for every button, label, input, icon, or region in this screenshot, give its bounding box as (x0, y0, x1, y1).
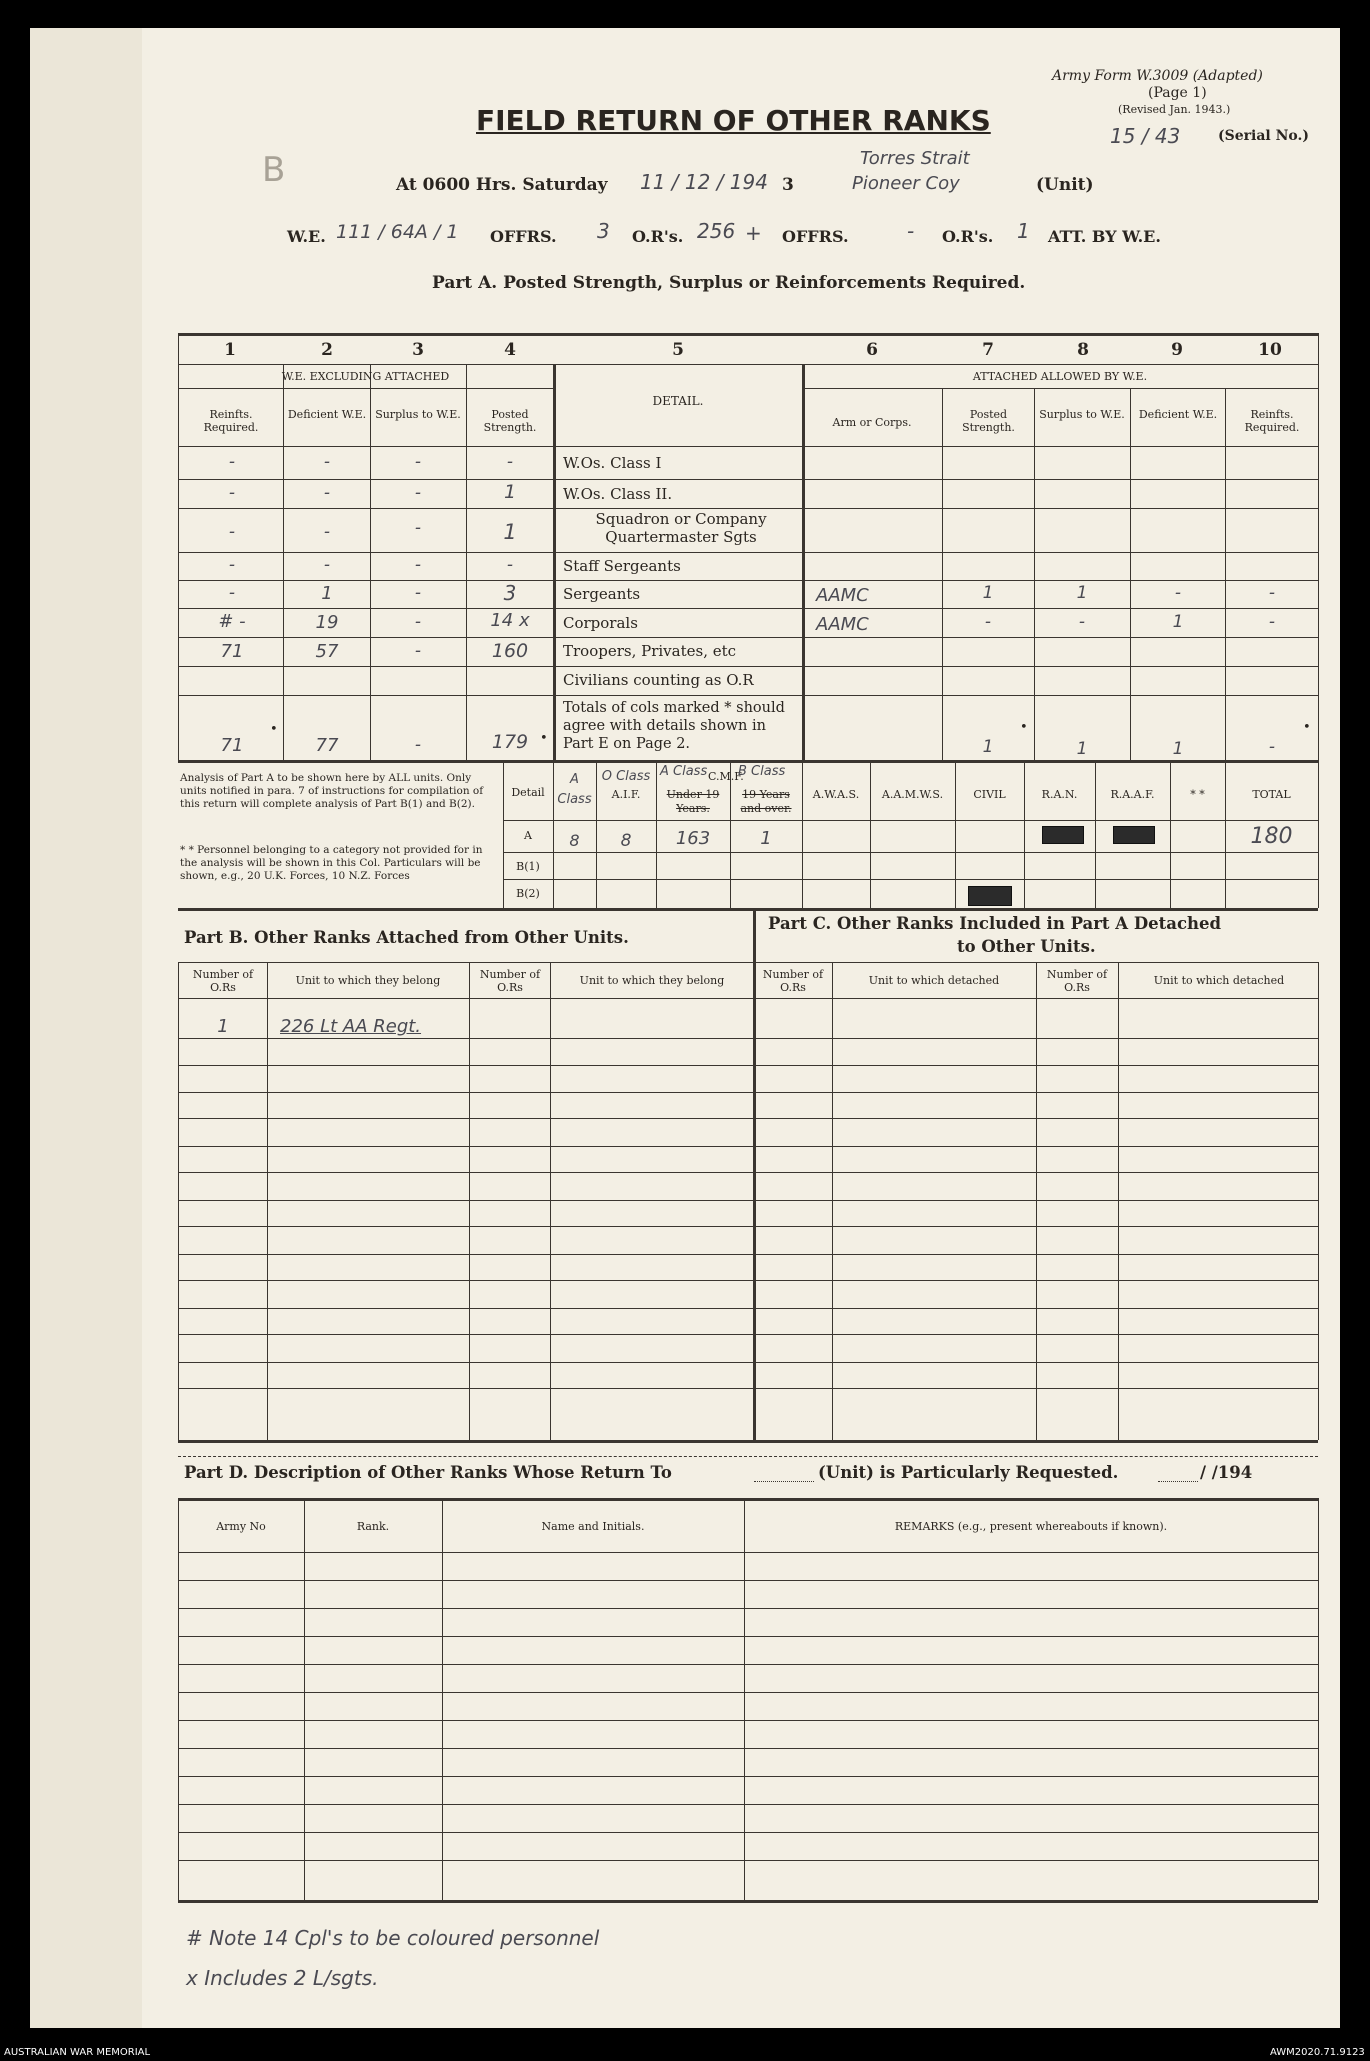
analysis-total-header: TOTAL (1252, 788, 1291, 801)
row-c1: - (228, 555, 236, 575)
row-c6: AAMC (816, 614, 869, 635)
row-c3: - (414, 583, 422, 603)
revised-date: (Revised Jan. 1943.) (1118, 103, 1231, 116)
we-label: W.E. (287, 227, 326, 246)
analysis-hw-a-class-2: A Class (660, 764, 708, 779)
row-c8: - (1078, 612, 1086, 632)
row-c2: - (323, 483, 331, 503)
analysis-ran-header: R.A.N. (1041, 788, 1078, 801)
part-d-header-rank: Rank. (356, 1520, 390, 1533)
ors2-label: O.R's. (942, 227, 994, 246)
row-c2: - (323, 452, 331, 472)
asterisk-mark: • (540, 731, 548, 746)
header-detail: DETAIL. (652, 394, 704, 408)
row-c8: 1 (1076, 583, 1088, 603)
analysis-footnote: * * Personnel belonging to a category not provided for in the analysis will be shown in this Col. Particulars will be shown, e.g., 20 U.K. Forces, 10 N.Z. Forces (180, 844, 483, 882)
underlying-page-edge (30, 28, 143, 2028)
redaction-block (1113, 826, 1155, 844)
row-detail: Sergeants (563, 585, 641, 603)
row-detail: Corporals (563, 614, 638, 632)
part-d-header-army-no: Army No (216, 1520, 266, 1533)
asterisk-mark: • (1020, 720, 1028, 735)
footer-accession-number: AWM2020.71.9123 (1270, 2047, 1365, 2058)
header-att-surplus: Surplus to W.E. (1039, 408, 1125, 421)
ors-label: O.R's. (632, 227, 684, 246)
row-c3: - (414, 518, 422, 538)
analysis-raaf-header: R.A.A.F. (1110, 788, 1155, 801)
serial-number-label: (Serial No.) (1218, 128, 1309, 144)
part-c-title-2: to Other Units. (957, 937, 1096, 956)
row-c1: - (228, 452, 236, 472)
row-c6: AAMC (816, 585, 869, 606)
row-c1: - (228, 483, 236, 503)
row-c4: 160 (491, 640, 529, 662)
row-c4: 1 (503, 481, 517, 503)
row-c9: - (1174, 583, 1182, 603)
analysis-under19-header: Under 19 Years. (666, 788, 720, 815)
at-hours-label: At 0600 Hrs. Saturday (396, 175, 608, 195)
offrs2-label: OFFRS. (782, 227, 849, 246)
header-att-posted-strength: Posted Strength. (962, 408, 1015, 434)
analysis-cmf-header: C.M.F. (708, 770, 744, 783)
header-att-reinfts: Reinfts. Required. (1244, 408, 1300, 434)
part-d-title: Part D. Description of Other Ranks Whose Return To (184, 1463, 672, 1482)
analysis-hw-o-class: O Class (601, 769, 651, 784)
part-b-entry-unit: 226 Lt AA Regt. (280, 1016, 422, 1037)
col-number-4: 4 (504, 340, 516, 360)
row-c1: - (228, 522, 236, 542)
part-c-header-number: Number of O.Rs (762, 968, 824, 994)
row-c10: - (1268, 612, 1276, 632)
header-posted-strength: Posted Strength. (483, 408, 537, 434)
analysis-row-a: A (524, 829, 532, 842)
analysis-other-header: * * (1190, 788, 1205, 801)
part-b-entry-number: 1 (217, 1016, 229, 1037)
page-number: (Page 1) (1148, 85, 1207, 101)
row-c1: # - (218, 611, 246, 632)
analysis-a-under19-value: 163 (675, 828, 711, 849)
row-c3: - (414, 735, 422, 755)
header-deficient-we: Deficient W.E. (287, 408, 367, 421)
analysis-note: Analysis of Part A to be shown here by ALL units. Only units notified in para. 7 of instructions for compilation of this return will complete analysis of Part B(1) and B(2). (180, 772, 484, 810)
col-number-6: 6 (866, 340, 878, 360)
analysis-aif-header: A.I.F. (611, 788, 641, 801)
stamp-letter: B (262, 150, 286, 190)
row-detail: Troopers, Privates, etc (563, 642, 737, 660)
part-a-title: Part A. Posted Strength, Surplus or Reinforcements Required. (432, 273, 1026, 293)
col-number-7: 7 (982, 340, 994, 360)
redaction-block (1042, 826, 1084, 844)
row-c1: - (228, 583, 236, 603)
part-d-unit-text: (Unit) is Particularly Requested. (818, 1463, 1119, 1482)
part-d-header-name: Name and Initials. (541, 1520, 645, 1533)
row-c2: - (323, 555, 331, 575)
part-c-header-unit-2: Unit to which detached (1153, 974, 1285, 987)
asterisk-mark: • (1303, 720, 1311, 735)
redaction-block (968, 886, 1012, 906)
part-a-top-rule (178, 333, 1318, 336)
header-surplus-we: Surplus to W.E. (375, 408, 461, 421)
row-c9: 1 (1172, 739, 1184, 759)
page-title: FIELD RETURN OF OTHER RANKS (476, 104, 991, 137)
form-number: Army Form W.3009 (Adapted) (1052, 68, 1263, 84)
col-number-2: 2 (321, 340, 333, 360)
row-c4: 179 (491, 731, 529, 753)
part-c-title-1: Part C. Other Ranks Included in Part A Detached (768, 914, 1222, 933)
unit-label: (Unit) (1036, 175, 1094, 195)
part-d-date-text: / /194 (1200, 1463, 1253, 1482)
analysis-a-aif-value: 8 (620, 831, 632, 851)
row-c3: - (414, 555, 422, 575)
row-c4: - (506, 452, 514, 472)
row-c3: - (414, 483, 422, 503)
row-c1: 71 (220, 641, 244, 662)
row-c1: 71 (220, 735, 244, 756)
analysis-a-detail-value: 8 (569, 831, 580, 850)
part-b-header-unit-2: Unit to which they belong (579, 974, 725, 987)
plus-sign: + (745, 221, 762, 245)
row-c2: 19 (315, 612, 339, 633)
part-b-header-unit: Unit to which they belong (295, 974, 441, 987)
row-c7: 1 (982, 737, 994, 757)
part-b-title: Part B. Other Ranks Attached from Other Units. (184, 928, 629, 947)
row-c9: 1 (1172, 612, 1184, 632)
analysis-hw-a-class: A Class (557, 772, 592, 807)
offrs-label: OFFRS. (490, 227, 557, 246)
row-detail: Staff Sergeants (563, 557, 681, 575)
header-reinfts-required: Reinfts. Required. (203, 408, 259, 434)
part-b-header-number: Number of O.Rs (192, 968, 254, 994)
header-att-deficient: Deficient W.E. (1138, 408, 1218, 421)
col-number-9: 9 (1171, 340, 1183, 360)
col-number-1: 1 (224, 340, 236, 360)
analysis-a-over19-value: 1 (760, 828, 772, 849)
asterisk-mark: • (270, 722, 278, 737)
row-detail: W.Os. Class II. (563, 485, 673, 503)
row-c7: - (984, 612, 992, 632)
part-b-header-number-2: Number of O.Rs (479, 968, 541, 994)
analysis-civil-header: CIVIL (973, 788, 1006, 801)
ors2-value: 1 (1017, 219, 1030, 243)
part-c-header-number-2: Number of O.Rs (1046, 968, 1108, 994)
handwritten-note-1: # Note 14 Cpl's to be coloured personnel (186, 1926, 600, 1950)
offrs-value: 3 (597, 219, 610, 243)
analysis-a-total-value: 180 (1250, 824, 1293, 849)
analysis-hw-b-class: B Class (738, 764, 786, 779)
col-number-5: 5 (672, 340, 684, 360)
row-c3: - (414, 452, 422, 472)
we-value: 111 / 64A / 1 (336, 221, 459, 243)
row-c7: 1 (982, 583, 994, 603)
row-c4: - (506, 555, 514, 575)
group-header-attached: ATTACHED ALLOWED BY W.E. (972, 370, 1148, 383)
row-c10: - (1268, 583, 1276, 603)
analysis-awas-header: A.W.A.S. (812, 788, 860, 801)
unit-value-line-1: Torres Strait (860, 148, 970, 169)
att-by-we-label: ATT. BY W.E. (1048, 227, 1161, 246)
row-detail: Civilians counting as O.R (563, 671, 754, 689)
offrs2-value: - (907, 219, 915, 243)
analysis-aamws-header: A.A.M.W.S. (881, 788, 944, 801)
date-year-suffix: 3 (782, 175, 794, 195)
row-c3: - (414, 612, 422, 632)
date-value: 11 / 12 / 194 (640, 170, 768, 194)
footer-credit: AUSTRALIAN WAR MEMORIAL (4, 2047, 151, 2058)
analysis-row-b1: B(1) (516, 860, 540, 873)
row-detail: W.Os. Class I (563, 454, 662, 472)
header-arm-corps: Arm or Corps. (832, 416, 912, 429)
col-number-8: 8 (1077, 340, 1089, 360)
row-c3: - (414, 641, 422, 661)
handwritten-note-2: x Includes 2 L/sgts. (186, 1966, 379, 1990)
unit-value-line-2: Pioneer Coy (852, 173, 960, 194)
row-c4: 14 x (490, 610, 530, 631)
analysis-detail-header: Detail (511, 786, 545, 799)
col-number-10: 10 (1258, 340, 1282, 360)
row-c2: 1 (321, 583, 333, 604)
row-detail: Totals of cols marked * should agree with details shown in Part E on Page 2. (563, 700, 785, 752)
serial-number-value: 15 / 43 (1110, 124, 1181, 148)
group-header-excluding: W.E. EXCLUDING ATTACHED (281, 370, 450, 383)
row-c10: - (1268, 737, 1276, 757)
part-c-header-unit: Unit to which detached (868, 974, 1000, 987)
col-number-3: 3 (412, 340, 424, 360)
analysis-over19-header: 19 Years and over. (740, 788, 792, 815)
row-c2: 77 (315, 735, 339, 756)
row-c8: 1 (1076, 739, 1088, 759)
row-c4: 3 (503, 581, 517, 605)
part-d-header-remarks: REMARKS (e.g., present whereabouts if known). (894, 1520, 1168, 1533)
analysis-row-b2: B(2) (516, 887, 540, 900)
row-detail: Squadron or Company Quartermaster Sgts (595, 510, 767, 546)
row-c2: - (323, 522, 331, 542)
ors-value: 256 (697, 219, 736, 243)
row-c4: 1 (503, 520, 517, 544)
row-c2: 57 (315, 641, 339, 662)
